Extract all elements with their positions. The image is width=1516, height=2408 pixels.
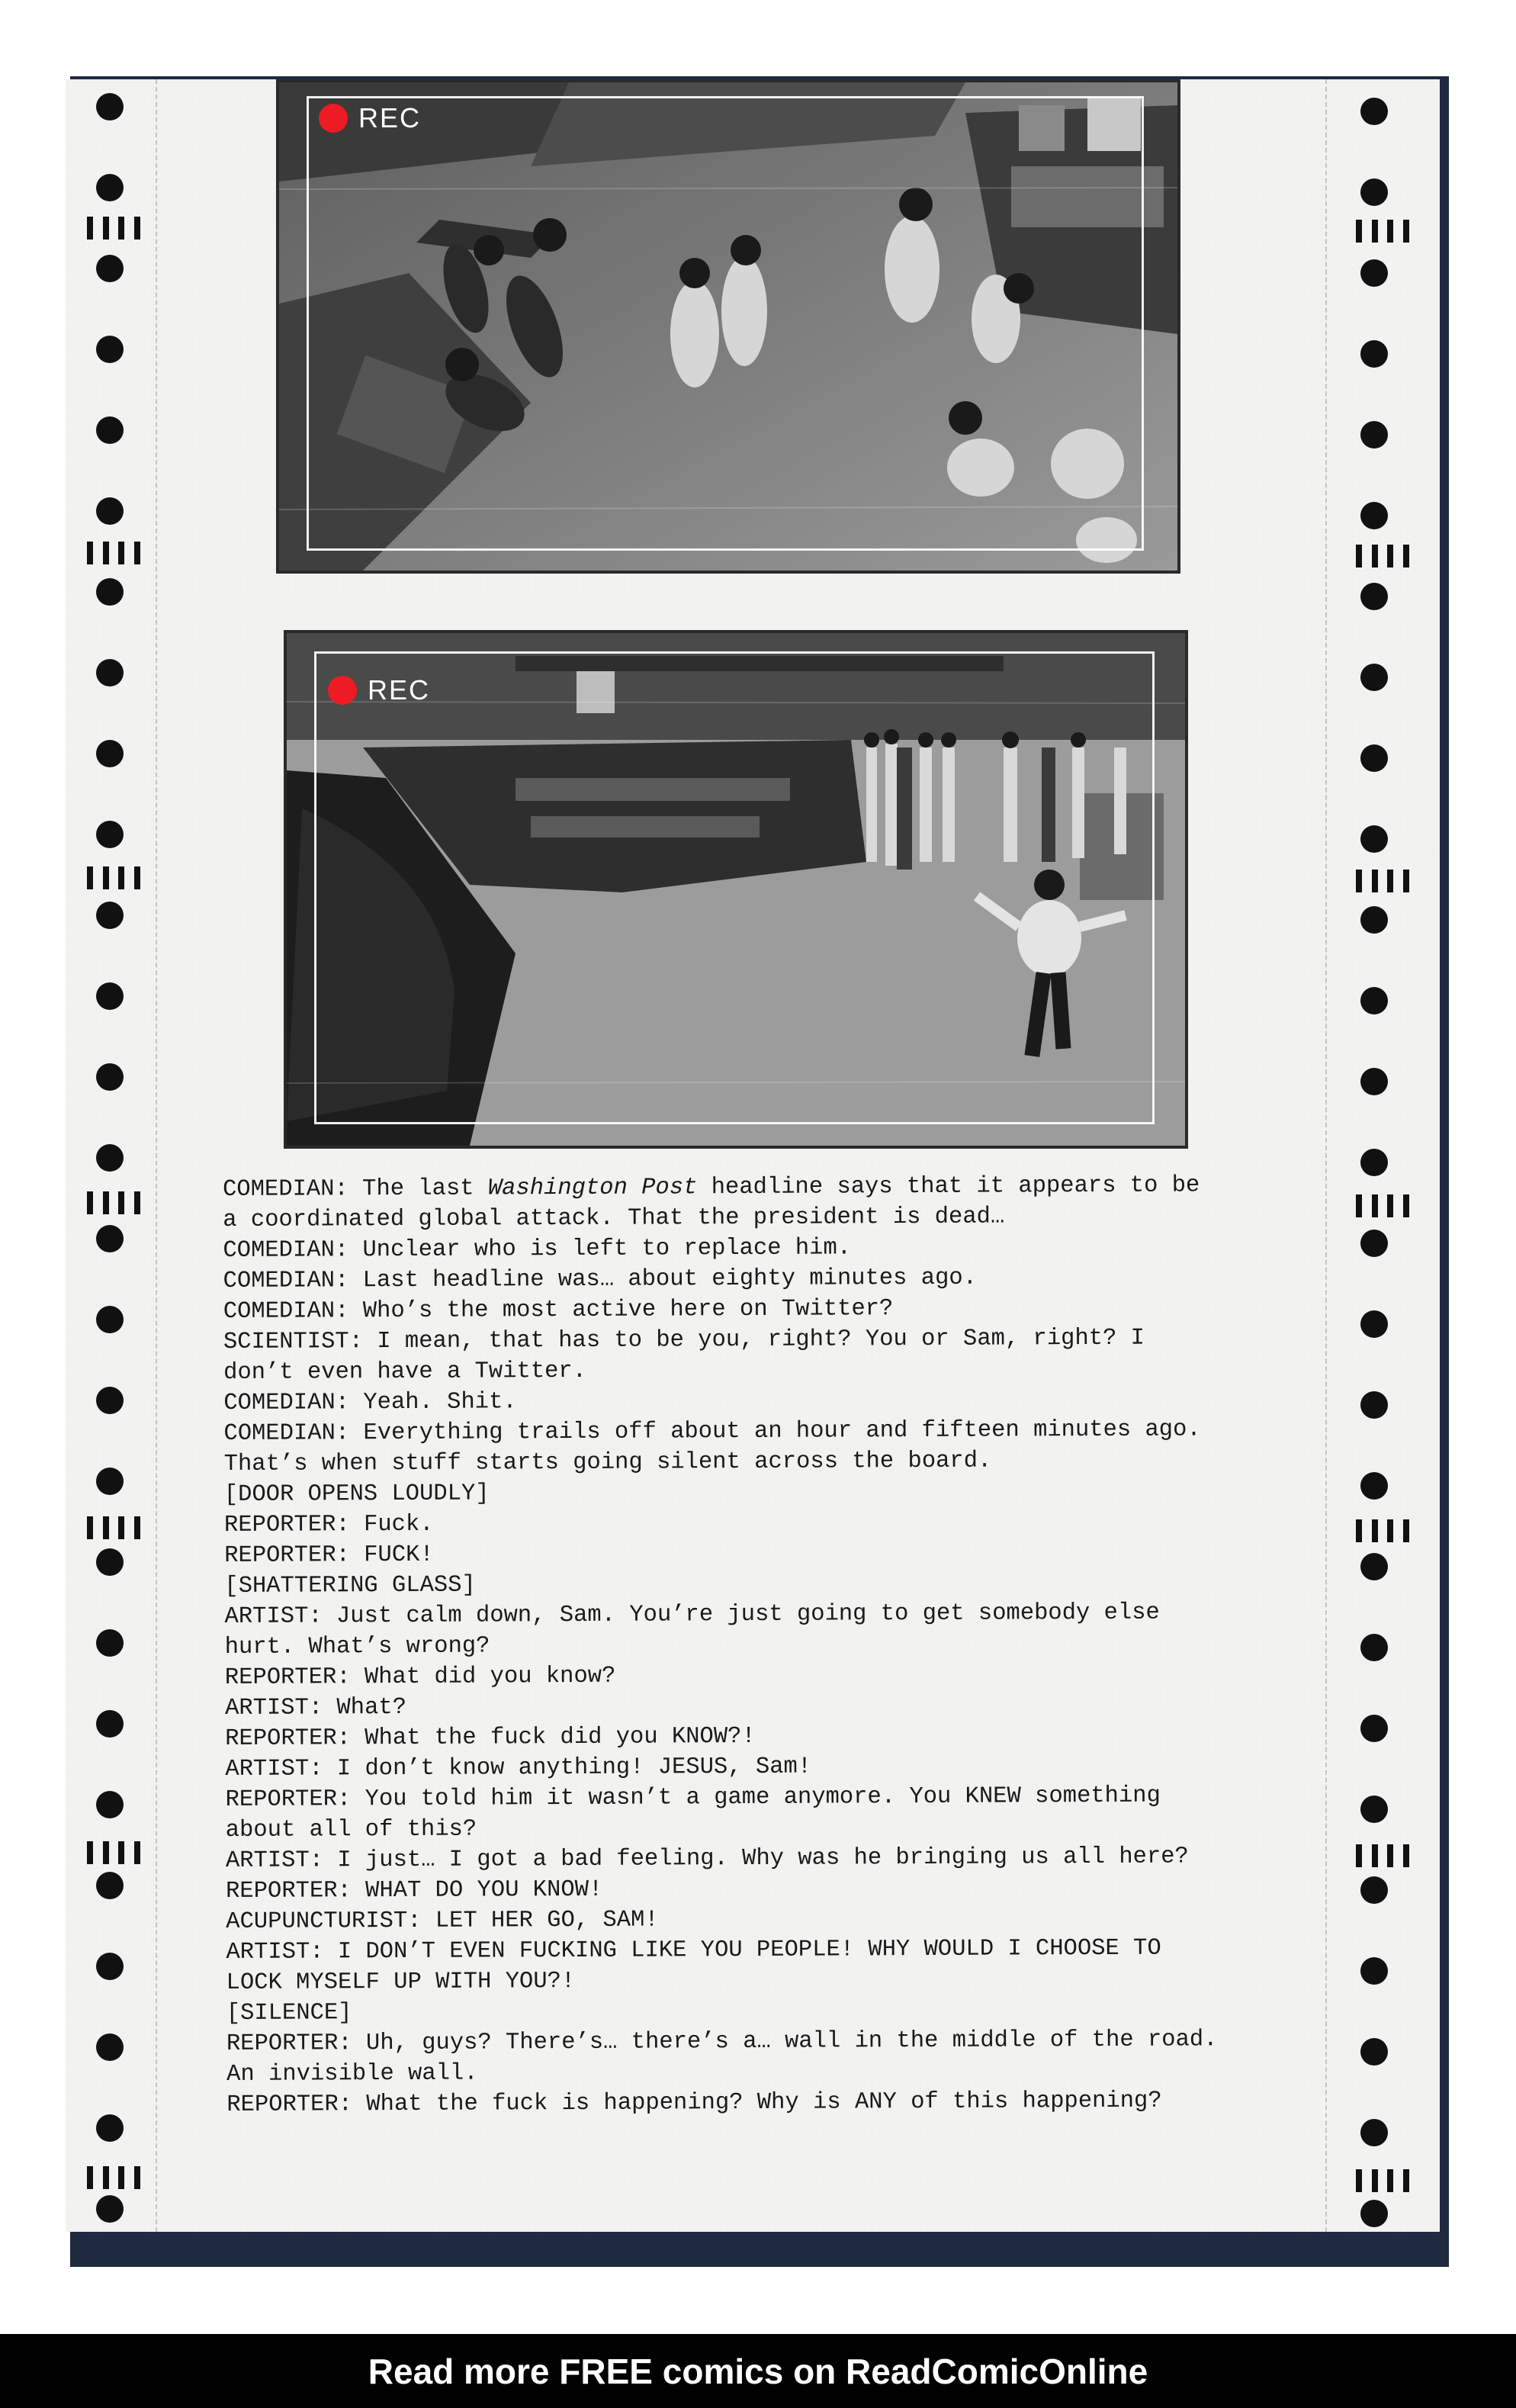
perforation-tick-marks — [87, 1516, 140, 1539]
feed-hole — [96, 578, 124, 606]
feed-hole — [1360, 1068, 1388, 1095]
transcript-line: REPORTER: What did you know? — [224, 1663, 616, 1691]
perforation-tick-marks — [1356, 1519, 1409, 1542]
transcript-line: COMEDIAN: Last headline was… about eighty minutes ago. — [223, 1265, 978, 1294]
transcript-line: ARTIST: I DON’T EVEN FUCKING LIKE YOU PEOPLE! WHY WOULD I CHOOSE TO — [226, 1935, 1161, 1966]
feed-hole — [96, 1063, 124, 1091]
newspaper-title: Washington Post — [487, 1175, 698, 1202]
feed-hole — [1360, 98, 1388, 125]
record-dot-icon — [328, 676, 357, 705]
transcript-line: [DOOR OPENS LOUDLY] — [223, 1480, 490, 1508]
transcript-line: REPORTER: What the fuck is happening? Why is ANY of this happening? — [226, 2088, 1162, 2118]
feed-hole — [96, 1468, 124, 1495]
feed-hole — [1360, 744, 1388, 772]
feed-hole — [96, 659, 124, 686]
transcript-line: COMEDIAN: Who’s the most active here on Twitter? — [223, 1296, 894, 1325]
transcript-line: COMEDIAN: Yeah. Shit. — [223, 1389, 517, 1416]
transcript-line: [SHATTERING GLASS] — [224, 1572, 476, 1599]
perforation-tick-marks — [87, 2166, 140, 2189]
footer-banner[interactable] — [0, 2334, 1516, 2408]
perforation-tick-marks — [1356, 1844, 1409, 1867]
transcript-line: COMEDIAN: Unclear who is left to replace him. — [223, 1235, 852, 1264]
feed-hole — [1360, 421, 1388, 448]
feed-hole — [1360, 502, 1388, 529]
perforation-tick-marks — [1356, 870, 1409, 892]
transcript-line: An invisible wall. — [226, 2060, 478, 2088]
perforation-tick-marks — [87, 1191, 140, 1214]
feed-hole — [1360, 2119, 1388, 2146]
transcript-line: SCIENTIST: I mean, that has to be you, right? You or Sam, right? I — [223, 1325, 1145, 1355]
transcript-line: REPORTER: WHAT DO YOU KNOW! — [226, 1876, 603, 1905]
feed-hole — [96, 2033, 124, 2061]
feed-hole — [1360, 583, 1388, 610]
perforation-tick-marks — [1356, 220, 1409, 243]
feed-hole — [1360, 1310, 1388, 1338]
perforation-tick-marks — [87, 217, 140, 240]
feed-hole — [96, 497, 124, 525]
feed-hole — [96, 1144, 124, 1172]
perforation-tick-marks — [1356, 1194, 1409, 1217]
perforation-tick-marks — [1356, 545, 1409, 567]
feed-hole — [96, 1953, 124, 1980]
feed-hole — [96, 1225, 124, 1252]
feed-hole — [96, 982, 124, 1010]
perforation-tick-marks — [87, 866, 140, 889]
feed-hole — [1360, 340, 1388, 368]
feed-hole — [1360, 1230, 1388, 1257]
feed-hole — [1360, 259, 1388, 287]
transcript-line: about all of this? — [225, 1816, 477, 1844]
feed-hole — [96, 93, 124, 121]
rec-indicator — [328, 674, 430, 706]
transcript-line: REPORTER: What the fuck did you KNOW?! — [225, 1723, 756, 1752]
transcript-line: [SILENCE] — [226, 2000, 352, 2027]
feed-hole — [1360, 825, 1388, 853]
transcript-text — [223, 1170, 1340, 2120]
transcript-line: ARTIST: Just calm down, Sam. You’re just going to get somebody else — [224, 1599, 1160, 1630]
camera-panel-2 — [284, 630, 1188, 1149]
perforation-tick-marks — [87, 542, 140, 564]
footer-link-text[interactable]: Read more FREE comics on ReadComicOnline — [368, 2351, 1148, 2391]
panel-2-artwork — [287, 633, 1185, 1146]
perforation-tick-marks — [1356, 2169, 1409, 2192]
feed-hole — [96, 2195, 124, 2223]
transcript-line: ARTIST: I don’t know anything! JESUS, Sam! — [225, 1754, 812, 1783]
transcript-line-text: headline says that it appears to be — [697, 1172, 1200, 1201]
feed-hole — [96, 740, 124, 767]
transcript-line: don’t even have a Twitter. — [223, 1358, 587, 1386]
feed-hole — [96, 1548, 124, 1576]
transcript-line: That’s when stuff starts going silent across the board. — [223, 1448, 992, 1477]
camera-panel-1 — [276, 79, 1180, 574]
feed-hole — [96, 1387, 124, 1414]
left-perforation-line — [156, 79, 157, 2232]
feed-hole — [1360, 1796, 1388, 1823]
feed-hole — [1360, 2038, 1388, 2066]
feed-hole — [96, 1629, 124, 1657]
feed-hole — [1360, 1957, 1388, 1985]
feed-hole — [1360, 987, 1388, 1014]
transcript-line: ACUPUNCTURIST: LET HER GO, SAM! — [226, 1907, 659, 1935]
feed-hole — [1360, 1391, 1388, 1419]
transcript-line: COMEDIAN: Everything trails off about an hour and fifteen minutes ago. — [223, 1416, 1201, 1447]
record-dot-icon — [319, 104, 348, 133]
feed-hole — [1360, 1715, 1388, 1742]
feed-hole — [96, 1306, 124, 1333]
feed-hole — [1360, 1634, 1388, 1661]
feed-hole — [96, 821, 124, 848]
transcript-line: REPORTER: Fuck. — [223, 1511, 434, 1538]
feed-hole — [1360, 2200, 1388, 2227]
rec-indicator — [319, 102, 421, 134]
feed-hole — [1360, 178, 1388, 206]
feed-hole — [1360, 1553, 1388, 1580]
transcript-line: ARTIST: I just… I got a bad feeling. Why was he bringing us all here? — [225, 1844, 1189, 1874]
rec-label: REC — [368, 674, 431, 706]
perforation-tick-marks — [87, 1841, 140, 1864]
transcript-line: ARTIST: What? — [224, 1694, 407, 1722]
transcript-line: hurt. What’s wrong? — [224, 1633, 490, 1661]
feed-hole — [96, 902, 124, 929]
feed-hole — [96, 2114, 124, 2142]
feed-hole — [1360, 1149, 1388, 1176]
feed-hole — [1360, 906, 1388, 934]
feed-hole — [96, 1872, 124, 1899]
feed-hole — [1360, 1876, 1388, 1904]
transcript-line: REPORTER: FUCK! — [224, 1542, 434, 1569]
transcript-line: REPORTER: You told him it wasn’t a game anymore. You KNEW something — [225, 1783, 1161, 1813]
feed-hole — [1360, 664, 1388, 691]
transcript-line-text: COMEDIAN: The last — [223, 1175, 488, 1203]
feed-hole — [96, 416, 124, 444]
feed-hole — [96, 174, 124, 201]
feed-hole — [96, 255, 124, 282]
feed-hole — [1360, 1472, 1388, 1500]
feed-hole — [96, 1791, 124, 1818]
transcript-line: REPORTER: Uh, guys? There’s… there’s a… wall in the middle of the road. — [226, 2027, 1218, 2057]
transcript-line: a coordinated global attack. That the president is dead… — [223, 1204, 1005, 1233]
panel-1-artwork — [279, 82, 1177, 571]
transcript-line — [223, 1170, 1336, 1205]
rec-label: REC — [358, 102, 422, 133]
feed-hole — [96, 336, 124, 363]
feed-hole — [96, 1710, 124, 1738]
transcript-line: LOCK MYSELF UP WITH YOU?! — [226, 1968, 576, 1996]
